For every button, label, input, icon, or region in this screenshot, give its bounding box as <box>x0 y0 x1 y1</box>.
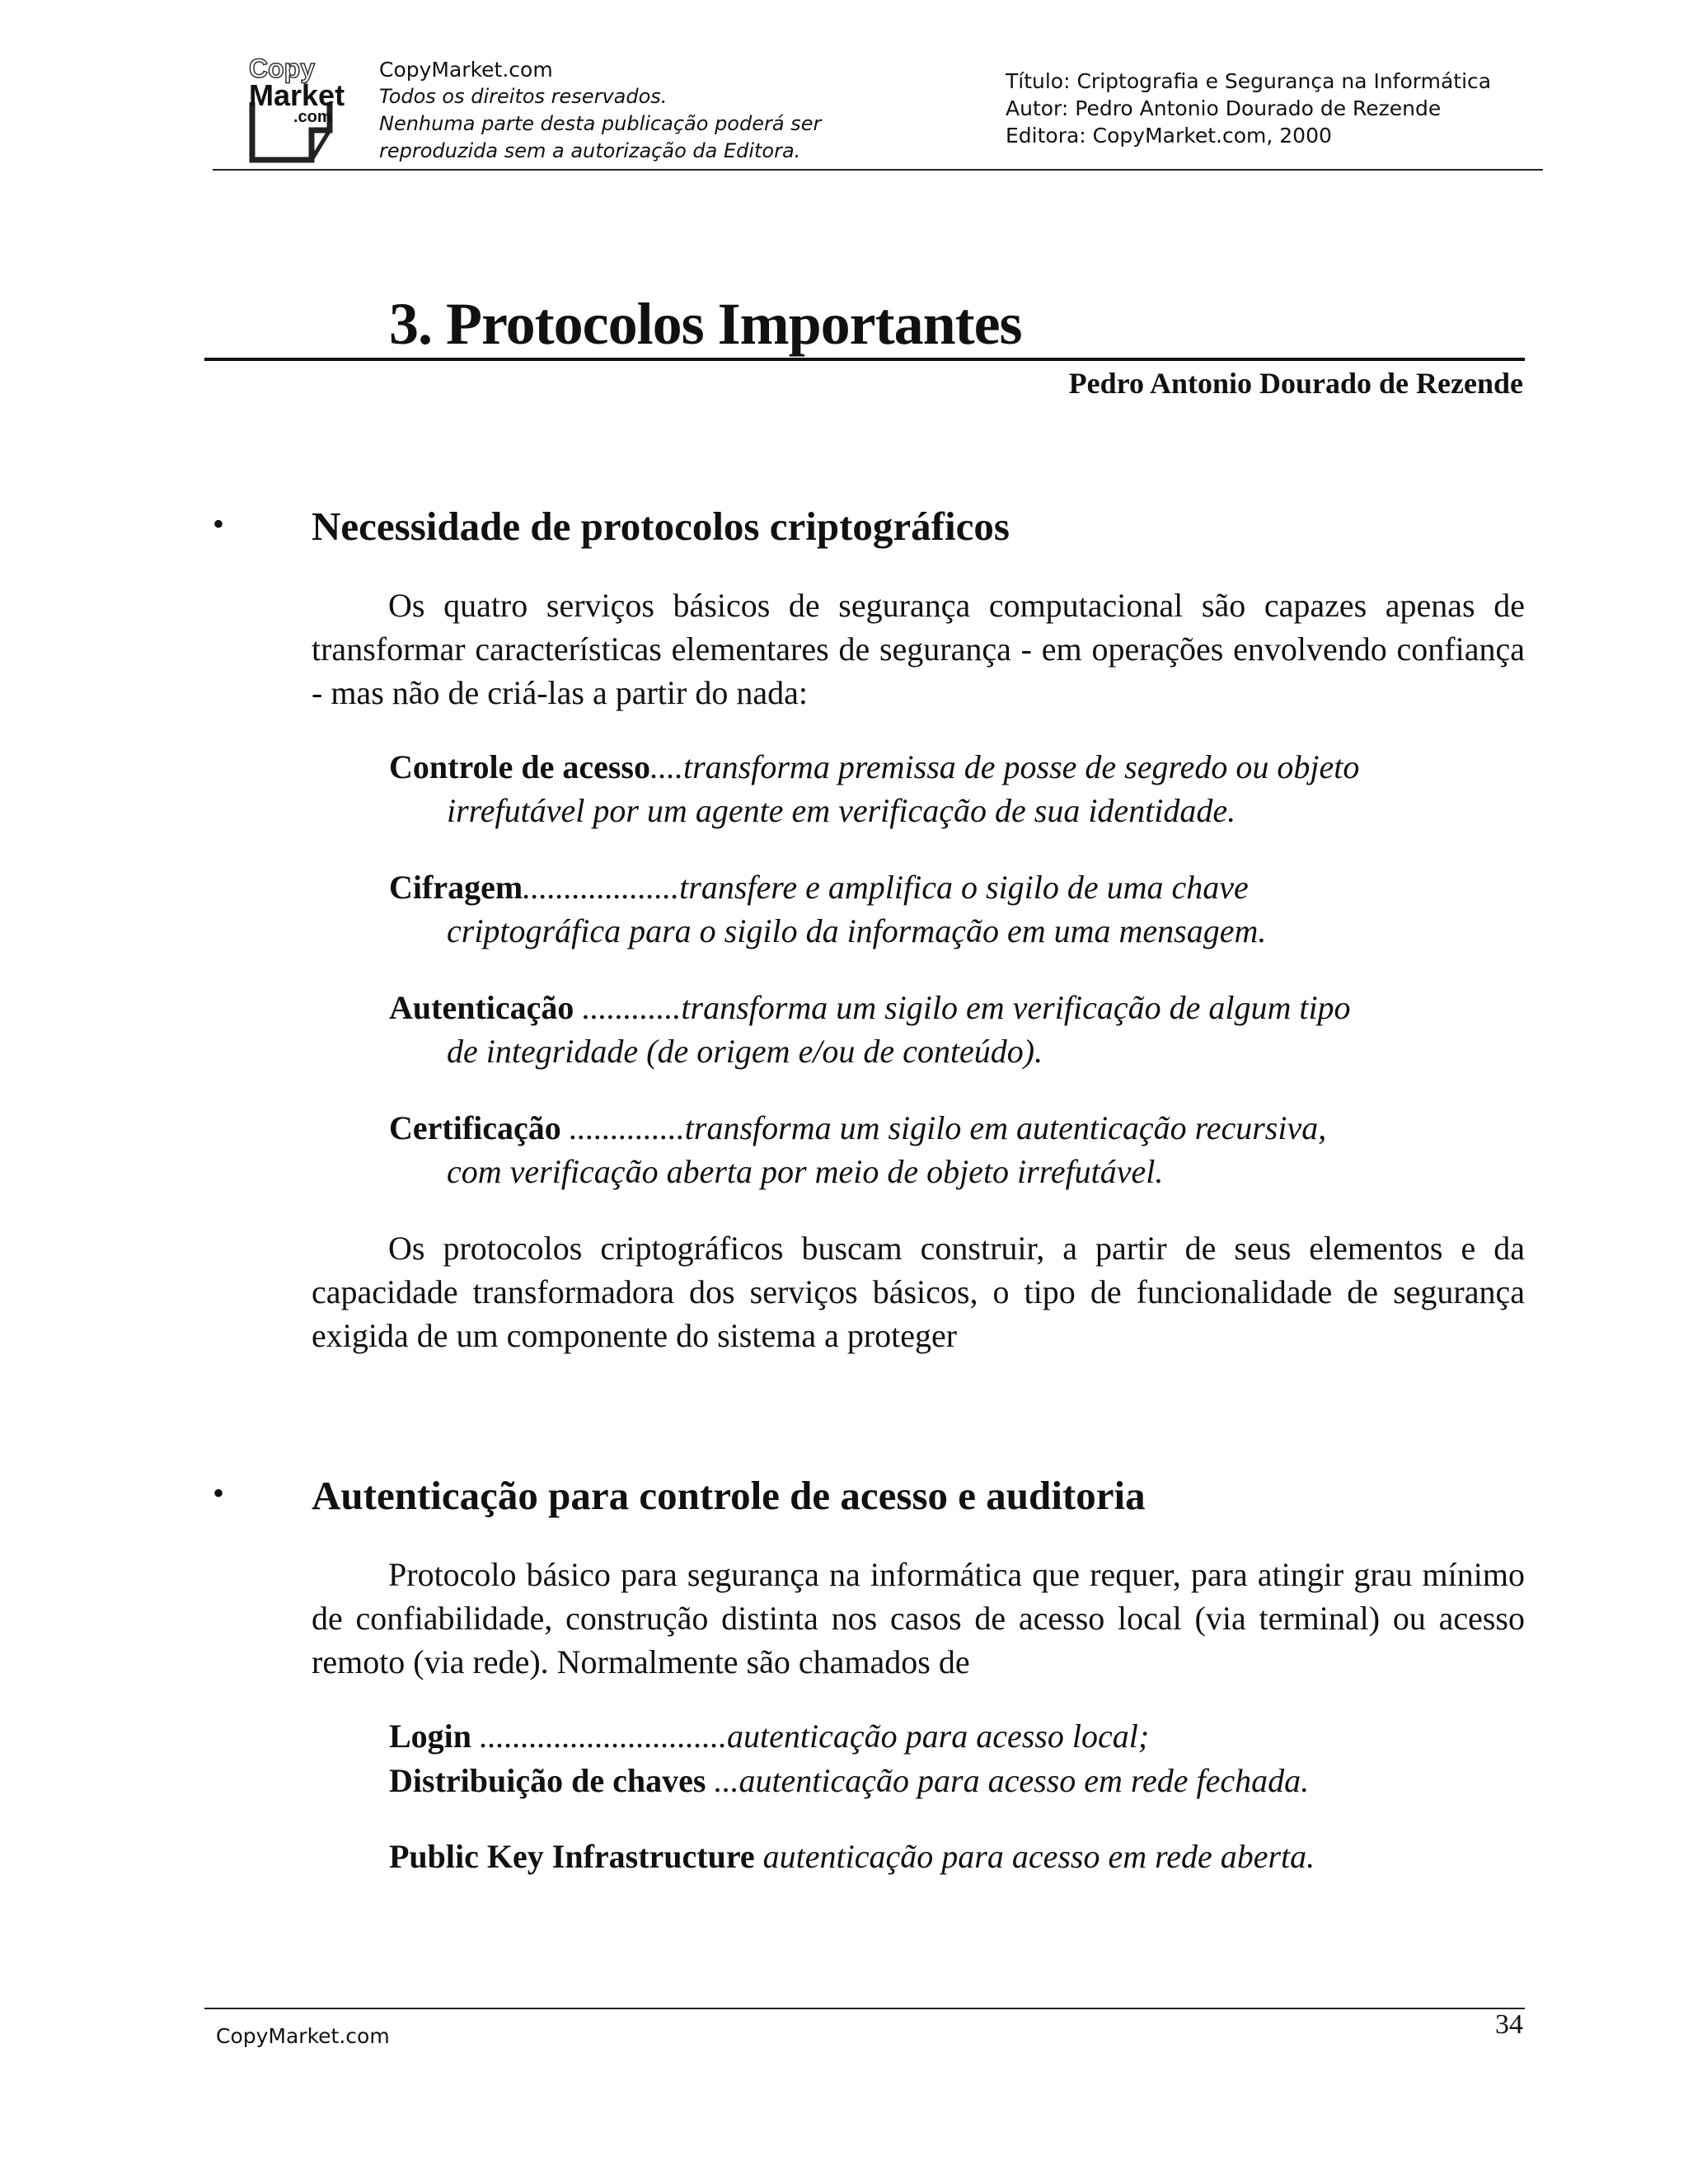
footer-divider <box>204 2008 1525 2009</box>
svg-text:.com: .com <box>293 108 332 126</box>
definition-text: autenticação para acesso local; <box>727 1718 1150 1755</box>
header-publisher-block <box>379 56 821 165</box>
definition-term: Autenticação <box>389 989 574 1026</box>
header-book-author: Autor: Pedro Antonio Dourado de Rezende <box>1006 96 1442 120</box>
definition-text: transforma premissa de posse de segredo ou objeto <box>683 748 1360 785</box>
section-1-closing: Os protocolos criptográficos buscam construir, a partir de seus elementos e da capacidade transformadora dos serviços básicos, o tipo de funcionalidade de segurança exigida de um componente do sistema a proteger <box>312 1230 1525 1354</box>
definition-item <box>389 1714 1149 1758</box>
footer-brand: CopyMarket.com <box>216 2024 390 2048</box>
section-2-title: Autenticação para controle de acesso e auditoria <box>312 1473 1146 1518</box>
definition-term: Certificação <box>389 1109 561 1146</box>
definition-leader: .............. <box>560 1109 685 1146</box>
definition-text: transforma um sigilo em autenticação recursiva, <box>684 1109 1327 1146</box>
section-2-bullet: • <box>213 1474 225 1511</box>
definition-continuation: de integridade (de origem e/ou de conteúdo). <box>447 1033 1043 1070</box>
definition-text: autenticação para acesso em rede fechada. <box>738 1762 1310 1799</box>
svg-text:Copy: Copy <box>249 54 315 83</box>
definition-item <box>389 1835 1315 1878</box>
header-brand: CopyMarket.com <box>379 58 553 82</box>
definition-text: transfere e amplifica o sigilo de uma chave <box>679 869 1249 906</box>
chapter-title: 3. Protocolos Importantes <box>389 291 1022 357</box>
definition-leader: ................... <box>523 869 680 906</box>
svg-text:Market: Market <box>249 78 345 112</box>
definition-text: autenticação para acesso em rede aberta. <box>762 1838 1315 1875</box>
page-number: 34 <box>1495 2009 1523 2040</box>
definition-leader: .... <box>650 748 683 785</box>
header-book-publisher: Editora: CopyMarket.com, 2000 <box>1006 124 1332 148</box>
definition-continuation: irrefutável por um agente em verificação de sua identidade. <box>447 792 1236 829</box>
header-book-info <box>1006 68 1491 149</box>
section-2-intro: Protocolo básico para segurança na informática que requer, para atingir grau mínimo de confiabilidade, construção distinta nos casos de acesso local (via terminal) ou acesso remoto (via rede). Normalmente são chamados de <box>312 1556 1525 1680</box>
copymarket-logo <box>247 54 356 163</box>
definition-continuation: com verificação aberta por meio de objeto irrefutável. <box>447 1153 1164 1190</box>
section-1-intro: Os quatro serviços básicos de segurança computacional são capazes apenas de transformar características elementares de segurança - em operações envolvendo confiança - mas não de criá-las a partir do nada: <box>312 587 1525 711</box>
definition-item <box>389 745 1543 832</box>
definition-item <box>389 865 1543 953</box>
definition-text: transforma um sigilo em verificação de algum tipo <box>681 989 1351 1026</box>
definition-item <box>389 986 1543 1073</box>
chapter-title-rule <box>204 358 1525 361</box>
chapter-author: Pedro Antonio Dourado de Rezende <box>1068 367 1523 400</box>
section-1-bullet: • <box>213 505 225 542</box>
definition-term: Cifragem <box>389 869 523 906</box>
header-rights: Todos os direitos reservados. <box>379 85 668 108</box>
header-divider <box>213 169 1543 171</box>
definition-term: Login <box>389 1718 472 1755</box>
definition-leader: ... <box>706 1762 739 1799</box>
definition-leader: ............ <box>574 989 682 1026</box>
definition-item <box>389 1759 1309 1802</box>
definition-leader <box>755 1838 763 1875</box>
definition-continuation: criptográfica para o sigilo da informação em uma mensagem. <box>447 912 1267 949</box>
header-book-title: Título: Criptografia e Segurança na Informática <box>1006 69 1492 93</box>
section-1-title: Necessidade de protocolos criptográficos <box>312 504 1010 549</box>
definition-leader: .............................. <box>471 1718 728 1755</box>
definition-item <box>389 1106 1543 1193</box>
definition-term: Distribuição de chaves <box>389 1762 706 1799</box>
definition-term: Controle de acesso <box>389 748 650 785</box>
definition-term: Public Key Infrastructure <box>389 1838 755 1875</box>
header-notice-line-2: reproduzida sem a autorização da Editora. <box>379 139 801 162</box>
header-notice-line-1: Nenhuma parte desta publicação poderá ser <box>379 112 822 135</box>
